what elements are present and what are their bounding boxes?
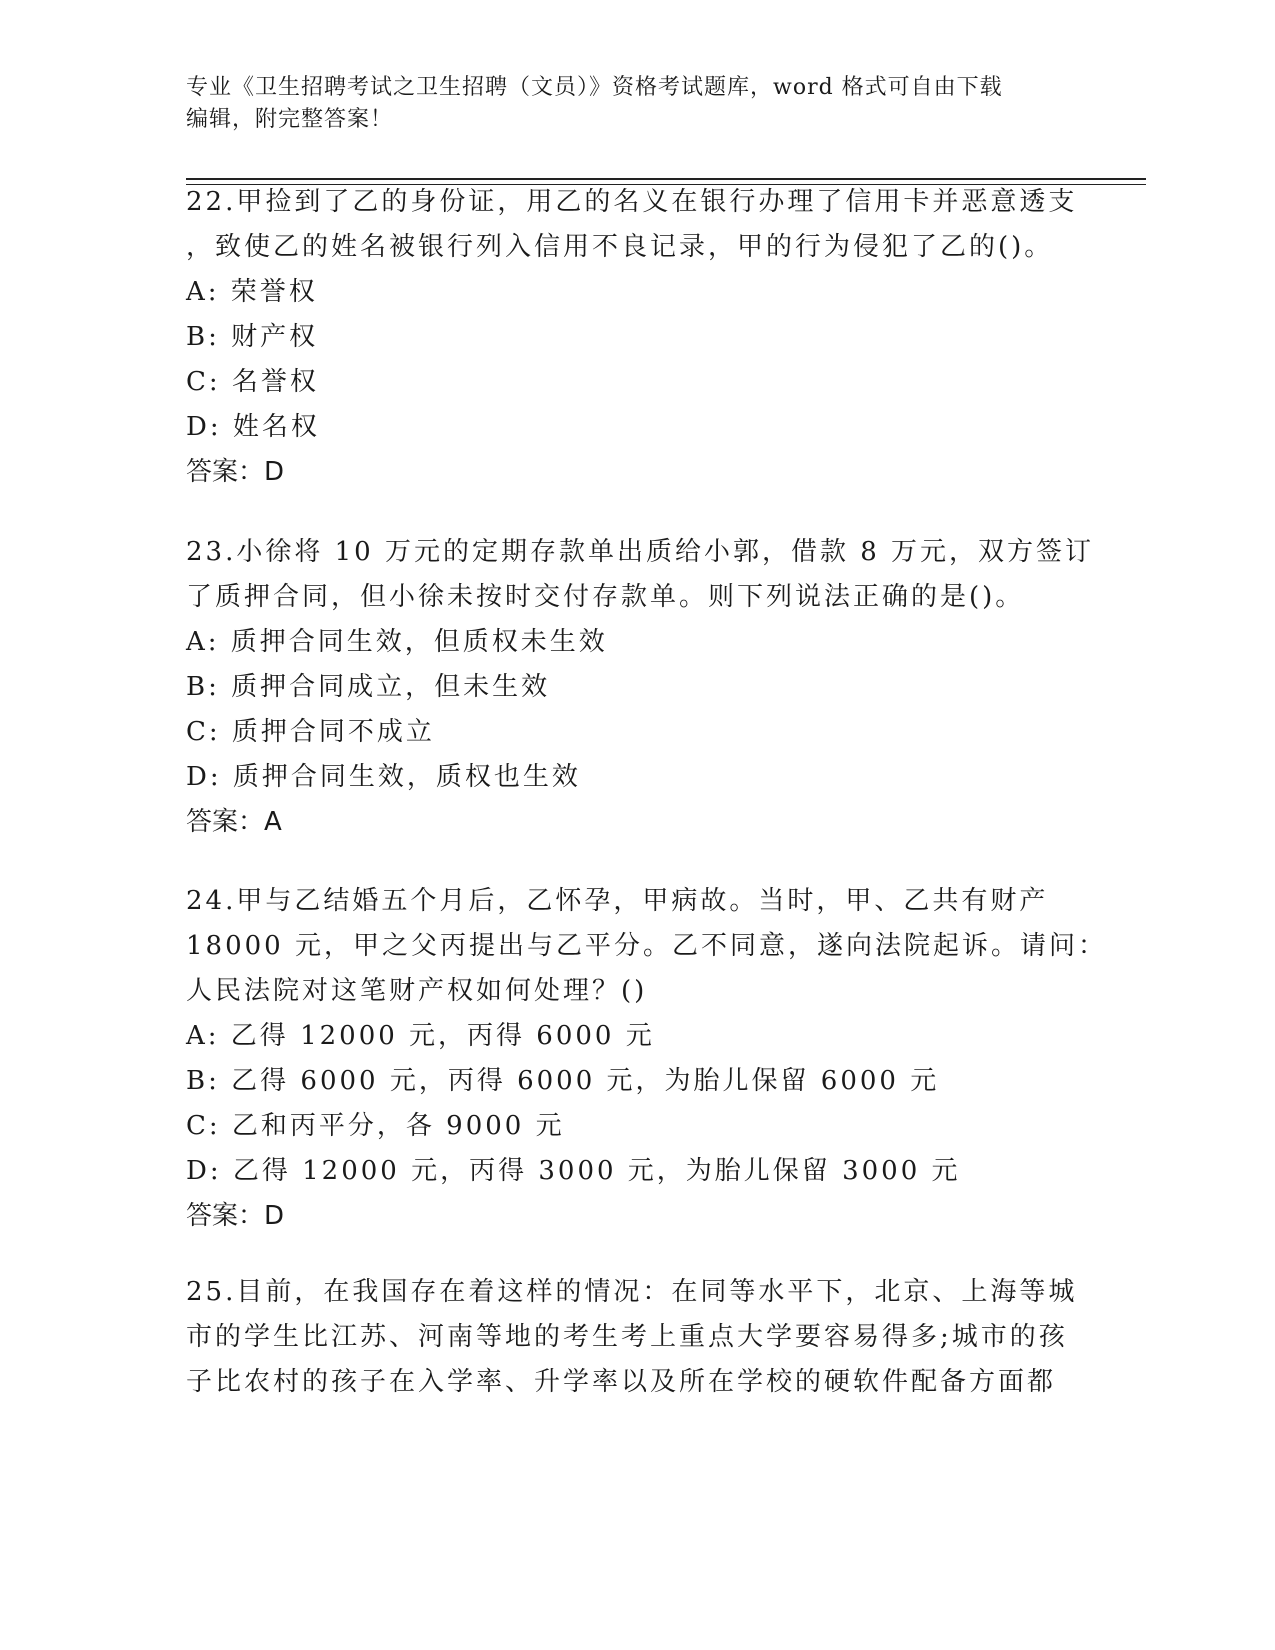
option-c: C: 名誉权 <box>186 367 319 397</box>
answer-line: 答案：D <box>186 1201 285 1231</box>
question-stem-line: 23.小徐将 10 万元的定期存款单出质给小郭，借款 8 万元，双方签订 <box>186 537 1095 567</box>
question-stem-line: 人民法院对这笔财产权如何处理？() <box>186 976 648 1006</box>
question-stem-line: 了质押合同，但小徐未按时交付存款单。则下列说法正确的是()。 <box>186 582 1025 612</box>
option-b: B: 财产权 <box>186 322 319 352</box>
option-d: D: 质押合同生效，质权也生效 <box>186 762 581 792</box>
option-a: A: 荣誉权 <box>186 277 318 307</box>
document-header <box>186 72 1086 136</box>
question-stem-line: 22.甲捡到了乙的身份证，用乙的名义在银行办理了信用卡并恶意透支 <box>186 187 1078 217</box>
question-25 <box>186 1270 1086 1405</box>
option-d: D: 姓名权 <box>186 412 320 442</box>
option-d: D: 乙得 12000 元，丙得 3000 元，为胎儿保留 3000 元 <box>186 1156 961 1186</box>
question-23 <box>186 530 1095 845</box>
question-22 <box>186 180 1086 495</box>
option-c: C: 质押合同不成立 <box>186 717 435 747</box>
question-stem-line: 18000 元，甲之父丙提出与乙平分。乙不同意，遂向法院起诉。请问： <box>186 931 1107 961</box>
option-a: A: 质押合同生效，但质权未生效 <box>186 627 608 657</box>
question-stem-line: 子比农村的孩子在入学率、升学率以及所在学校的硬软件配备方面都 <box>186 1367 1057 1397</box>
answer-line: 答案：A <box>186 807 282 837</box>
header-line-1: 专业《卫生招聘考试之卫生招聘（文员）》资格考试题库，word 格式可自由下载 <box>186 75 1003 100</box>
question-stem-line: 24.甲与乙结婚五个月后，乙怀孕，甲病故。当时，甲、乙共有财产 <box>186 886 1049 916</box>
option-b: B: 质押合同成立，但未生效 <box>186 672 551 702</box>
header-line-2: 编辑，附完整答案！ <box>186 107 394 132</box>
option-a: A: 乙得 12000 元，丙得 6000 元 <box>186 1021 655 1051</box>
question-24 <box>186 879 1107 1239</box>
option-b: B: 乙得 6000 元，丙得 6000 元，为胎儿保留 6000 元 <box>186 1066 940 1096</box>
question-stem-line: 市的学生比江苏、河南等地的考生考上重点大学要容易得多;城市的孩 <box>186 1322 1068 1352</box>
question-stem-line: ，致使乙的姓名被银行列入信用不良记录，甲的行为侵犯了乙的()。 <box>186 232 1054 262</box>
question-stem-line: 25.目前，在我国存在着这样的情况：在同等水平下，北京、上海等城 <box>186 1277 1078 1307</box>
answer-line: 答案：D <box>186 457 285 487</box>
option-c: C: 乙和丙平分，各 9000 元 <box>186 1111 565 1141</box>
